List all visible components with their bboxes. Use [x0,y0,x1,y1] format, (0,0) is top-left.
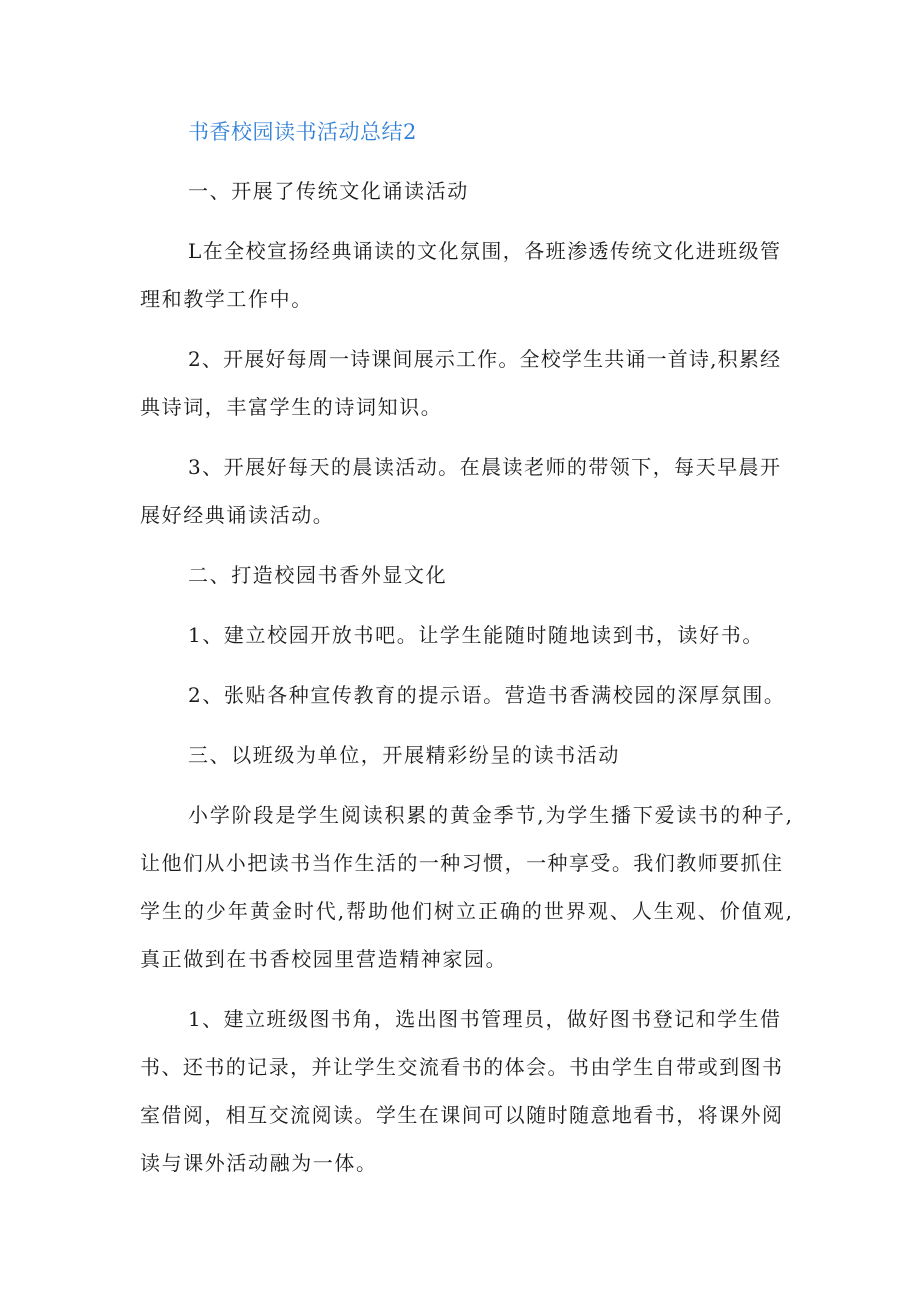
paragraph-line: 2、张贴各种宣传教育的提示语。营造书香满校园的深厚氛围。 [188,683,786,707]
section-heading-3: 三、以班级为单位，开展精彩纷呈的读书活动 [188,743,620,767]
paragraph-line: 书、还书的记录，并让学生交流看书的体会。书由学生自带或到图书 [140,1055,782,1079]
paragraph-line: L在全校宣扬经典诵读的文化氛围，各班渗透传统文化进班级管 [188,239,780,263]
paragraph-line: 3、开展好每天的晨读活动。在晨读老师的带领下，每天早晨开 [188,455,780,479]
paragraph-line: 真正做到在书香校园里营造精神家园。 [140,947,508,971]
paragraph-line: 展好经典诵读活动。 [140,503,335,527]
paragraph-line: 2、开展好每周一诗课间展示工作。全校学生共诵一首诗,积累经 [188,347,780,371]
paragraph-line: 典诗词，丰富学生的诗词知识。 [140,395,443,419]
paragraph-line: 小学阶段是学生阅读积累的黄金季节,为学生播下爱读书的种子, [188,803,792,827]
section-heading-2: 二、打造校园书香外显文化 [188,563,448,587]
paragraph-line: 1、建立校园开放书吧。让学生能随时随地读到书，读好书。 [188,623,764,647]
paragraph-line: 1、建立班级图书角，选出图书管理员，做好图书登记和学生借 [188,1007,780,1031]
paragraph-line: 让他们从小把读书当作生活的一种习惯，一种享受。我们教师要抓住 [140,851,782,875]
paragraph-line: 室借阅，相互交流阅读。学生在课间可以随时随意地看书，将课外阅 [140,1103,782,1127]
section-heading-1: 一、开展了传统文化诵读活动 [188,179,469,203]
paragraph-line: 理和教学工作中。 [140,287,313,311]
paragraph-line: 学生的少年黄金时代,帮助他们树立正确的世界观、人生观、价值观, [140,899,792,923]
document-title: 书香校园读书活动总结2 [188,120,417,144]
paragraph-line: 读与课外活动融为一体。 [140,1151,378,1175]
